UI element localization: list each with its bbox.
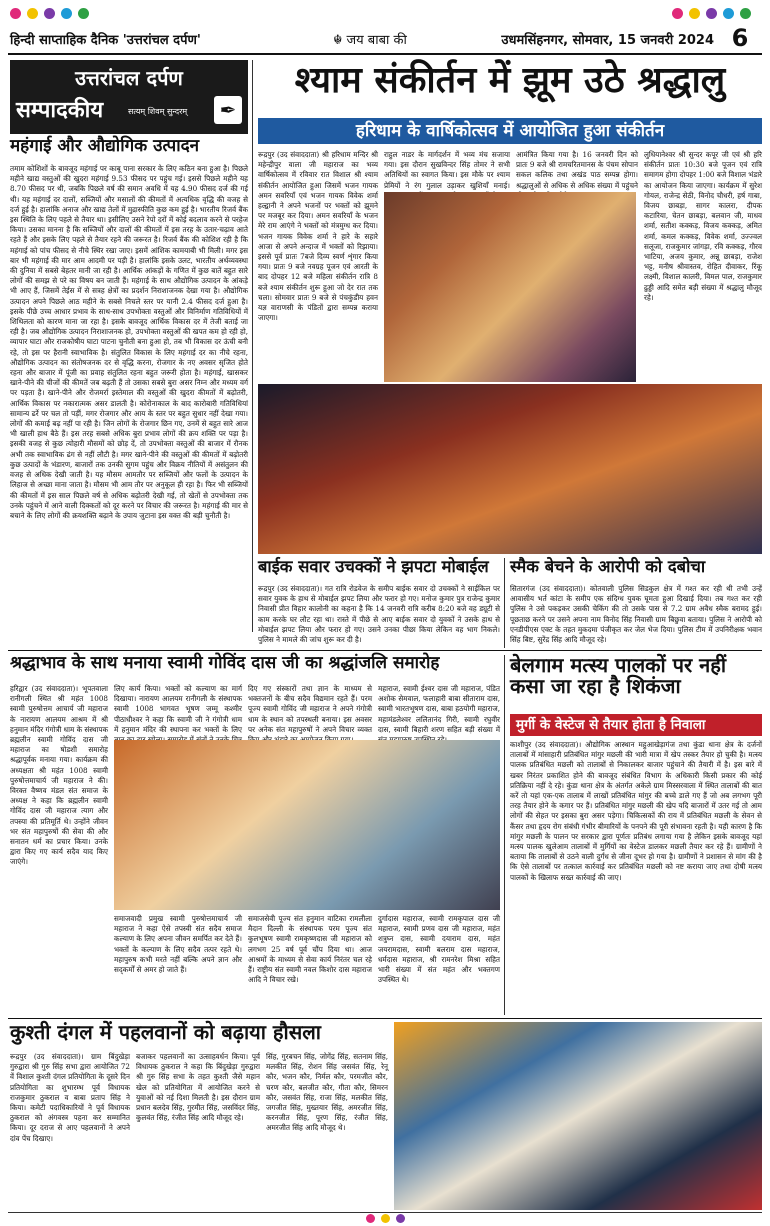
header-date: उधमसिंहनगर, सोमवार, 15 जनवरी 2024	[501, 33, 714, 48]
color-dot	[706, 8, 717, 19]
color-dot	[672, 8, 683, 19]
trident-icon: ☬	[333, 33, 347, 48]
footer-color-dots	[355, 1214, 415, 1225]
lead-subheadline: हरिधाम के वार्षिकोत्सव में आयोजित हुआ संकीर्तन	[258, 118, 762, 144]
column-divider	[504, 655, 505, 1015]
smack-headline: स्मैक बेचने के आरोपी को दबोचा	[510, 557, 706, 576]
header-center	[300, 30, 440, 50]
bike-body: रूद्रपुर (उद संवाददाता)। गत रात्रि रोडवेज के समीप बाईक सवार दो उचक्कों ने साईकिल पर सवार युवक के हाथ से मोबाईल झपट लिया और फरार हो गए। मनोज कुमार पुत्र राजेन्द्र कुमार निवासी प्रीत विहार कालोनी का कहना है कि 14 जनवरी रात्रि करीब 8:20 बजे वह ड्यूटी से काम करके घर लौट रहा था। रास्ते में पीछे से आए बाईक सवार दो युवकों ने उसके हाथ से मोबाईल झपट लिया और फरार हो गए। उसने उनका पीछा किया लेकिन वह भाग निकले। पुलिस ने मामले की जांच शुरू कर दी है।	[258, 584, 500, 645]
fish-headline: बेलगाम मत्स्य पालकों पर नहीं कसा जा रहा है शिकंजा	[510, 653, 727, 698]
column-divider	[252, 60, 253, 632]
page-number: 6	[731, 24, 749, 52]
kushti-column-2: बजाकर पहलवानों का उत्साहवर्धन किया। पूर्व विधायक ठुकराल ने कहा कि बिंदुखेड़ा गुरुद्वारा श्री गुरु सिंह सभा के तहत कुश्ती जैसे महान खेल को प्रतियोगिता में आयोजित करने से युवाओं को नई दिशा मिलती है। इस दौरान ग्राम प्रधान बलदेव सिंह, गुरमीत सिंह, जसविंदर सिंह, कुलवंत सिंह, रंजीत सिंह आदि मौजूद रहे।	[136, 1052, 260, 1123]
kushti-dangal-photo	[394, 1022, 762, 1210]
section-rule	[8, 1018, 762, 1019]
smack-body: सितारगंज (उद संवाददाता)। कोतवाली पुलिस सिडकुल क्षेत्र में गश्त कर रही थी तभी उन्हें आवासीय भर्त कांटा के समीप एक संदिग्ध युवक घूमता हुआ दिखाई दिया। तब गश्त कर रही पुलिस ने उसे पकड़कर उसकी चेकिंग की तो उसके पास से 7.2 ग्राम अवैध स्मैक बरामद हुई। पूछताछ करने पर उसने अपना नाम विनोद सिंह निवासी ग्राम बिछुवा बताया। पुलिस ने आरोपी को एनडीपीएस एक्ट के तहत मुकदमा पंजीकृत कर जेल भेज दिया। पुलिस टीम में उपनिरीक्षक भवान सिंह बिष्ट, सुरेंद्र सिंह आदि मौजूद रहे।	[510, 584, 762, 645]
lead-column-2: राहुल नाडर के मार्गदर्शन में भव्य मंच सजाया गया। इस दौरान सुखविन्दर सिंह तोमर ने सभी अतिथियों का स्वागत किया। इस मौके पर श्याम प्रेमियों ने रंग गुलाल उड़ाकर खुशियाँ मनाई।	[384, 150, 510, 190]
editorial-label: सम्पादकीय	[16, 97, 104, 123]
color-dots-left	[10, 4, 100, 22]
color-dot	[78, 8, 89, 19]
editorial-body: तमाम कोशिशों के बावजूद महंगाई पर काबू पाना सरकार के लिए कठिन बना हुआ है। पिछले महीने खाद्य वस्तुओं की खुदरा महंगाई 9.53 फीसद पर पहुंच गई। इससे पिछले महीने यह 8.70 फीसद पर थी, जबकि पिछले वर्ष की समान अवधि में यह 4.90 फीसद दर्ज की गई थी। यह महंगाई दर दालों, सब्जियों और मसालों की कीमतों में अत्यधिक वृद्धि की वजह से दर्ज हुई है। हालांकि अनाज और खाद्य तेलों में मुद्रास्फीति कुछ कम हुई है। भारतीय रिजर्व बैंक इस स्थिति के लिए पहले से तैयार था। इसीलिए उसने रेपो दरों में कोई बदलाव करने से परहेज किया। उसका मानना है कि सब्जियों और दालों की कीमतों में इस तरह के उतार-चढ़ाव आते रहते हैं और इसके लिए पहले से तैयार रहने की जरूरत है। रिजर्व बैंक की कोशिश रही है कि महंगाई को पांच फीसद से नीचे स्थिर रखा जाए। इसमें आंशिक कामयाबी भी मिली। मगर इस बार भी महंगाई की मार आम आदमी पर पड़ी है। हालांकि इसके उलट, भारतीय अर्थव्यवस्था की दुनिया में सबसे बेहतर मानी जा रही है। आर्थिक आंकड़ों के गणित में कुछ बातें बहुत सारे लोगों की समझ से परे का विषय बन जाती हैं। महंगाई के साथ औद्योगिक उत्पादन के आंकड़े भी आए हैं, जिसमें तेईस में से सत्रह क्षेत्रों का प्रदर्शन निराशाजनक देखा गया है। औद्योगिक उत्पादन अपने पिछले आठ महीने के सबसे निचले स्तर पर यानी 2.4 फीसद दर्ज हुआ है। इसके पीछे उच्च आधार प्रभाव के साथ-साथ उपभोक्ता वस्तुओं और विनिर्माण गतिविधियों में शिथिलता को कारण माना जा रहा है। इसके बावजूद आर्थिक विकास दर में तेजी बताई जा रही है। जब औद्योगिक उत्पादन निराशाजनक हो, उपभोक्ता वस्तुओं की खपत कम हो रही हो, व्यापार घाटा और राजकोषीय घाटा पाटना चुनौती बना हुआ हो, तब भी विकास दर ऊंची बनी रहे, तो इस पर हैरानी स्वाभाविक है। संतुलित विकास के लिए महंगाई दर का नीचे रहना, औद्योगिक उत्पादन का संतोषजनक दर से वृद्धि करना, रोजगार के नए अवसर सृजित होते रहना और बाजार में पूंजी का प्रवाह संतुलित रहना बहुत जरूरी होता है। महंगाई, खासकर खाने-पीने की चीजों की कीमतें जब बढ़ती हैं तो उसका सबसे बुरा असर निम्न और मध्यम वर्ग पर पड़ता है। खाने-पीने और रोजमर्रा इस्तेमाल की वस्तुओं की खुदरा कीमतों में बढ़ोतरी, आर्थिक विकास पर नकारात्मक असर डालती है। कोरोनाकाल के बाद कारोबारी गतिविधियां सामान्य ढर्रे पर चल तो पड़ीं, मगर रोजगार और आय के स्तर पर बहुत सुधार नहीं देखा गया। लोगों की कमाई बढ़ नहीं पा रही है। जिन लोगों के रोजगार छिन गए, उनमें से बहुत सारे आज भी खाली हाथ बैठे हैं। इस तरह सबसे अधिक बुरा प्रभाव लोगों की क्रय शक्ति पर पड़ा है। इसकी वजह से कुछ त्योहारी मौसमों को छोड़ दें, तो उपभोक्ता वस्तुओं की बाजार में रौनक अभी तक स्वाभाविक ढंग से नहीं लौटी है। मगर खाने-पीने की वस्तुओं की कीमतों में बढ़ोतरी कुछ उत्पादों के भंडारण, बाजारों तक उनकी सुगम पहुंच और विक्रय नीतियों में असंतुलन की वजह से अधिक देखी जाती है। यह मौसम आमतौर पर सब्जियों और फलों के उत्पादन के लिहाज से अच्छा माना जाता है। मौसम भी आम तौर पर अनुकूल ही रहा है। फिर भी सब्जियों की कीमतों में इस साल पिछले वर्ष से अधिक बढ़ोतरी देखी गई, तो खेतों से उपभोक्ता तक उनके पहुंचने में आने वाली दिक्कतों को दूर करने पर विचार की जरूरत है। महंगाई की मार से बचाने के लिए लोगों की क्रयशक्ति बढ़ाने के उपाय जुटाना इस वक्त की बड़ी चुनौती है।	[10, 164, 248, 520]
color-dot	[10, 8, 21, 19]
header-slogan: जय बाबा की	[346, 33, 407, 48]
govind-lower-column-4: दुर्गादास महाराज, स्वामी रामकृपाल दास जी महाराज, स्वामी प्रणव दास जी महाराज, महंत शत्रुघ्न दास, स्वामी दयाराम दास, महंत जयरामदास, स्वामी बलराम दास महाराज, धर्मदास महाराज, श्री रामनरेश मिश्रा सहित भारी संख्या में संत महंत और भक्तगण उपस्थित थे।	[378, 914, 500, 985]
govind-headline: श्रद्धाभाव के साथ मनाया स्वामी गोविंद दास जी का श्रद्धांजलि समारोह	[10, 653, 440, 673]
fish-subheadline: मुर्गी के वेस्टेज से तैयार होता है निवाला	[510, 714, 762, 736]
color-dot	[396, 1214, 405, 1223]
color-dot	[740, 8, 751, 19]
govind-lower-column-3: समाजसेवी पूज्य संत हनुमान वाटिका रामलीला मैदान दिल्ली के संस्थापक परम पूज्य संत कुलभूषण स्वामी रामकृष्णदास जी महाराज को लगभग 25 वर्ष पूर्व चौंप दिया था। आज आश्रमों के माध्यम से सेवा कार्य निरंतर चल रहे हैं। राष्ट्रीय संत स्वामी नवल किशोर दास महाराज आदि ने विचार रखे।	[248, 914, 372, 985]
lead-headline: श्याम संकीर्तन में झूम उठे श्रद्धालु	[294, 60, 726, 101]
color-dot	[381, 1214, 390, 1223]
govind-column-1: हरिद्वार (उद संवाददाता)। भूपतवाला रानीगली स्थित श्री महंत 1008 स्वामी पुरुषोत्तम आचार्य जी महाराज के नारायण आलयम आश्रम में श्री हनुमान मंदिर गंगोत्री धाम के संस्थापक ब्रह्मलीन स्वामी गोविंद दास जी महाराज का षोडशी समारोह श्रद्धापूर्वक मनाया गया। कार्यक्रम की अध्यक्षता श्री महंत 1008 स्वामी पुरुषोत्तमाचार्य जी महाराज ने की। विरक्त वैष्णव मंडल संत समाज के अध्यक्ष ने कहा कि ब्रह्मलीन स्वामी गोविंद दास जी महाराज त्याग और तपस्या की प्रतिमूर्ति थे। उन्होंने जीवन भर संत महापुरुषों की सेवा की और सनातन धर्म का प्रचार किया। उनके द्वारा किए गए कार्य सदैव याद किए जाएंगे।	[10, 684, 108, 867]
editorial-headline: महंगाई और औद्योगिक उत्पादन	[10, 136, 200, 156]
sankirtan-crowd-photo	[258, 384, 762, 554]
newspaper-title: हिन्दी साप्ताहिक दैनिक 'उत्तरांचल दर्पण'	[10, 33, 201, 48]
quill-pen-icon: ✒	[214, 96, 242, 124]
lead-column-3: आमंत्रित किया गया है। 16 जनवरी दिन को प्रातः 9 बजे श्री रामचरितमानस के पंचम सोपान सकल कलिक तथा अखंड पाठ सम्पन्न होगा। श्रद्धालुओं से अधिक से अधिक संख्या में पहुंचने	[516, 150, 638, 190]
kushti-column-1: रूद्रपुर (उद संवाददाता)। ग्राम बिंदुखेड़ा गुरुद्वारा श्री गुरु सिंह सभा द्वारा आयोजित 72 वें विशाल कुश्ती दंगल प्रतियोगिता के दूसरे दिन प्रतियोगिता का शुभारम्भ पूर्व विधायक राजकुमार ठुकराल व बाबा प्रताप सिंह ने किया। कमेटी पदाधिकारियों ने पूर्व विधायक ठुकराल को अंगवस्त्र पहना कर सम्मानित किया। दूर दराज से आए पहलवानों ने अपने दांव पेंच दिखाए।	[10, 1052, 130, 1143]
lead-column-4: लुधियानेश्वर श्री सुन्दर कपूर जी एवं श्री हरि संकीर्तन प्रातः 10:30 बजे पूजन एवं रात्रि समागम होगा दोपहर 1:00 बजे विशाल भंडारे का आयोजन किया जाएगा। कार्यक्रम में सुरेश गोयल, राजेन्द्र सेठी, विनोद चौधरी, हर्ष गाबा, विजय छाबड़ा, सागर कालरा, दीपक कटारिया, चेतन छाबड़ा, बलवान जी, माधव शर्मा, सतीश कक्कड़, विजय कक्कड़, अमित शर्मा, कमल कक्कड़, विवेक शर्मा, उज्ज्वल सलूजा, राजकुमार जांगड़ा, रवि कक्कड़, गौरव भाटिया, अजय कुमार, अन्नू छाबड़ा, राजेश भट्ट, मनीष श्रीवास्तव, रोहित दीवाकर, रिंकू लक्ष्मी, विशाल कालरी, विमल पाल, राजकुमार ढुड्डी आदि समेत बड़ी संख्या में श्रद्धालु मौजूद रहे।	[644, 150, 762, 302]
editorial-masthead	[10, 60, 248, 134]
color-dot	[44, 8, 55, 19]
sankirtan-stage-photo	[384, 192, 636, 382]
color-dots-right	[672, 4, 762, 22]
column-divider	[504, 558, 505, 648]
color-dot	[366, 1214, 375, 1223]
fish-body: काशीपुर (उद संवाददाता)। औद्योगिक आस्थान महुआखेड़ागंज तथा कुंडा थाना क्षेत्र के दर्जनों तालाबों में मांसाहारी प्रतिबंधित मांगुर मछली की भारी मात्रा में खेप तस्कर तैयार हो चुकी है। मत्स्य पालक प्रतिबंधित मछली को तालाबों से निकालकर बाजार पहुंचाने की तैयारी में है। इस बारे में खबर निरंतर प्रकाशित होने की बावजूद संबंधित विभाग के अधिकारी किसी प्रकार की कोई प्रतिक्रिया नहीं दे रहे। कुंडा थाना क्षेत्र के अंतर्गत अकेले ग्राम मिस्सरवाला में स्थित तालाबों की बात करें तो यहां एक-एक तालाब में लाखों प्रतिबंधित मांगुर की बच्चे डाले गए हैं जो अब लगभग पूरी तरह तैयार होने के कगार पर हैं। प्रतिबंधित मांगुर मछली की खेप यदि बाजारों में उतर गई तो आम लोगों की सेहत पर इसका बुरा असर पड़ेगा। चिकित्सकों की राय में प्रतिबंधित मछली के सेवन से कैंसर तथा हृदय रोग संबंधी गंभीर बीमारियों के पनपने की पूरी संभावना रहती है। यही कारण है कि मांगुर मछली के पालन पर सरकार द्वारा पूर्णतः प्रतिबंध लगाया गया है लेकिन इसके बावजूद यहां मत्स्य पालक खुलेआम तालाबों में मुर्गियों का वेस्टेज डालकर मछली तैयार कर रहे हैं। ग्रामीणों ने बताया कि तालाबों से उठने वाली दुर्गंध से जीना दूभर हो गया है। ग्रामीणों ने प्रशासन से मांग की है कि ऐसे तालाबों पर तत्काल कार्रवाई कर प्रतिबंधित मछली को नष्ट कराया जाए तथा दोषी मत्स्य पालकों के खिलाफ सख्त कार्रवाई की जाए।	[510, 740, 762, 882]
footer-rule	[8, 1212, 762, 1213]
govind-column-3: दिए गए संस्कारों तथा ज्ञान के माध्यम से भक्तजनों के बीच सदैव विद्यमान रहते हैं। परम पूज्य स्वामी गोविंद जी महाराज ने अपने गंगोत्री धाम के स्थान को तपस्थली बनाया। इस अवसर पर अनेक संत महापुरुषों ने अपने विचार व्यक्त	[248, 684, 372, 734]
govind-lower-column-2: समाजवादी प्रमुख स्वामी पुरुषोत्तमाचार्य जी महाराज ने कहा ऐसे तपस्वी संत सदैव समाज कल्याण के लिए अपना जीवन समर्पित कर देते हैं। भक्तों के कल्याण के लिए सदैव तत्पर रहते थे। महापुरुष कभी मरते नहीं बल्कि अपने ज्ञान और सद्कर्मों से अमर हो जाते हैं।	[114, 914, 242, 975]
govind-column-2: लिए कार्य किया। भक्तों को कल्याण का मार्ग दिखाया। नारायण आलयम रानीगली के संस्थापक स्वामी 1008 भागवत भूषण जम्मू कश्मीर पीठाधीश्वर ने कहा कि स्वामी जी ने गंगोत्री धाम में हनुमान मंदिर की स्थापना कर भक्तों के लिए	[114, 684, 242, 734]
shraddhanjali-photo	[114, 740, 500, 910]
govind-column-4: महाराज, स्वामी ईश्वर दास जी महाराज, पंडित अशोक सेमवाल, फलाहारी बाबा सीताराम दास, स्वामी भारतभूषण दास, बाबा हठयोगी महाराज, महामंडलेश्वर ललितानंद गिरी, स्वामी रघुवीर दास, स्वामी बिहारी शरण सहित बड़ी संख्या में	[378, 684, 500, 734]
editorial-motto: सत्यम् शिवम् सुन्दरम्	[128, 107, 188, 116]
color-dot	[27, 8, 38, 19]
kushti-headline: कुश्ती दंगल में पहलवानों को बढ़ाया हौसला	[10, 1020, 321, 1044]
color-dot	[723, 8, 734, 19]
color-dot	[689, 8, 700, 19]
header-rule	[8, 53, 762, 55]
masthead-title: उत्तरांचल दर्पण	[75, 66, 183, 90]
bike-headline: बाईक सवार उचक्कों ने झपटा मोबाईल	[258, 557, 489, 576]
color-dot	[61, 8, 72, 19]
kushti-column-3: सिंह, गुरबचन सिंह, जोगेंद्र सिंह, सतनाम सिंह, मलकीत सिंह, रोशन सिंह जसवंत सिंह, रेनू कौर, भजन कौर, निर्मल कौर, परमजीत कौर, चरण कौर, बलजीत कौर, गीता कौर, सिमरन कौर, जसवंत सिंह, राजा सिंह, मलकीत सिंह, जगजीत सिंह, मुख्तयार सिंह, अमरजीत सिंह, करनजीत सिंह, पूरण सिंह, रंजीत सिंह, अमरजीत सिंह आदि मौजूद थे।	[266, 1052, 388, 1133]
section-rule	[8, 650, 762, 651]
lead-column-1: रूद्रपुर (उद संवाददाता) श्री हरिधाम मन्दिर श्री महेन्द्रीपुर वाला जी महाराज का भव्य वार्षिकोत्सव में रविवार रात विशाल श्री श्याम संकीर्तन आयोजित हुआ जिसमें भजन गायक अमन सवरियाँ एवं भजन गायक विवेक शर्मा हल्द्वानी ने अपने भजनों पर भक्तों को झूमने पर मजबूर कर दिया। अमन सवरियाँ के भजन मेरे राम आएंगे ने भक्तों को मंत्रमुग्ध कर दिया। भजन गायक विवेक शर्मा ने हारे के सहारे आजा से अपने अन्दाज में भक्तों को रिझाया। इससे पूर्व प्रातः 7बजे दिव्य स्वर्ण शृंगार किया गया। प्रातः 9 बजे नवग्रह पूजन एवं आरती के बाद दोपहर 12 बजे महिला संकीर्तन रात्रि 8 बजे श्याम संकीर्तन शुरू हुआ जो देर रात तक चला। सोमवार प्रातः 9 बजे से पंचकुंडीय हवन यज्ञ वाराणसी के पंडितों द्वारा सम्पन्न कराया जाएगा।	[258, 150, 378, 323]
